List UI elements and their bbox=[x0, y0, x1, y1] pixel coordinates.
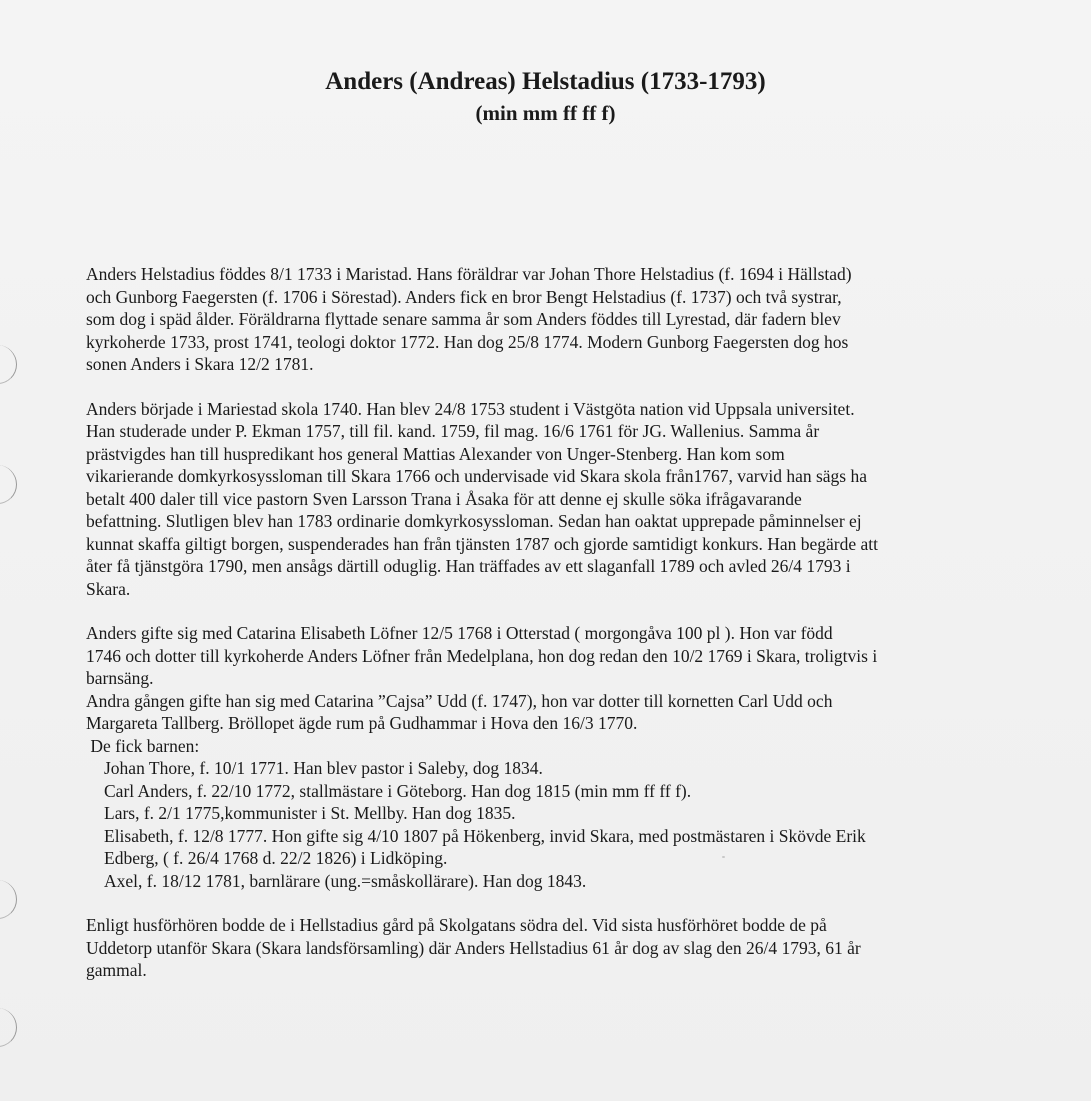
paragraph-career bbox=[86, 398, 1046, 601]
text-line: De fick barnen: bbox=[86, 735, 200, 756]
paragraph-spacer bbox=[86, 892, 1046, 914]
child-entry: Axel, f. 18/12 1781, barnlärare (ung.=småskollärare). Han dog 1843. bbox=[104, 870, 587, 891]
text-line: befattning. Slutligen blev han 1783 ordinarie domkyrkosyssloman. Sedan han oaktat upprepade påminnelser ej bbox=[86, 511, 862, 531]
paragraph-residence bbox=[86, 914, 1046, 982]
text-line: betalt 400 daler till vice pastorn Sven Larsson Trana i Åsaka för att denne ej skulle söka ifrågavarande bbox=[86, 488, 802, 509]
paragraph-spacer bbox=[86, 376, 1046, 398]
text-line: gammal. bbox=[86, 960, 147, 980]
text-line: prästvigdes han till huspredikant hos general Mattias Alexander von Unger-Stenberg. Han kom som bbox=[86, 443, 785, 464]
text-line: kunnat skaffa giltigt borgen, suspenderades han från tjänsten 1787 och gjorde samtidigt konkurs. Han begärde att bbox=[86, 533, 879, 554]
child-entry: Carl Anders, f. 22/10 1772, stallmästare i Göteborg. Han dog 1815 (min mm ff ff f). bbox=[104, 780, 692, 801]
punch-hole bbox=[0, 345, 17, 384]
text-line: Andra gången gifte han sig med Catarina ”Cajsa” Udd (f. 1747), hon var dotter till kornetten Carl Udd och bbox=[86, 690, 833, 711]
text-line: sonen Anders i Skara 12/2 1781. bbox=[86, 354, 314, 374]
text-line: Uddetorp utanför Skara (Skara landsförsamling) där Anders Hellstadius 61 år dog av slag den 26/4 1793, 61 år bbox=[86, 937, 861, 958]
text-line: åter få tjänstgöra 1790, men ansågs därtill oduglig. Han träffades av ett slaganfall 1789 och avled 26/4 1793 i bbox=[86, 556, 851, 576]
text-line: 1746 och dotter till kyrkoherde Anders Löfner från Medelplana, hon dog redan den 10/2 1769 i Skara, troligtvis i bbox=[86, 645, 878, 666]
text-line: Skara. bbox=[86, 578, 131, 599]
paragraph-parents bbox=[86, 263, 1046, 376]
list-item bbox=[104, 870, 1046, 893]
page-title: Anders (Andreas) Helstadius (1733-1793) bbox=[325, 68, 766, 95]
child-entry: Lars, f. 2/1 1775,kommunister i St. Mellby. Han dog 1835. bbox=[104, 803, 516, 823]
list-item bbox=[104, 802, 1046, 825]
text-line: och Gunborg Faegersten (f. 1706 i Sörestad). Anders fick en bror Bengt Helstadius (f. 1737) och två systrar, bbox=[86, 286, 842, 307]
text-line: Enligt husförhören bodde de i Hellstadius gård på Skolgatans södra del. Vid sista husförhöret bodde de på bbox=[86, 915, 827, 935]
page-subtitle: (min mm ff ff f) bbox=[475, 101, 616, 125]
child-entry-continued: Edberg, ( f. 26/4 1768 d. 22/2 1826) i Lidköping. bbox=[104, 848, 448, 868]
children-list bbox=[86, 757, 1046, 892]
text-line: Margareta Tallberg. Bröllopet ägde rum på Gudhammar i Hova den 16/3 1770. bbox=[86, 713, 638, 733]
child-entry: Elisabeth, f. 12/8 1777. Hon gifte sig 4/10 1807 på Hökenberg, invid Skara, med postmästaren i Skövde Erik bbox=[104, 825, 866, 846]
list-item bbox=[104, 757, 1046, 780]
child-entry: Johan Thore, f. 10/1 1771. Han blev pastor i Saleby, dog 1834. bbox=[104, 758, 543, 778]
text-line: kyrkoherde 1733, prost 1741, teologi doktor 1772. Han dog 25/8 1774. Modern Gunborg Faegersten dog hos bbox=[86, 331, 849, 352]
paragraph-marriages bbox=[86, 622, 1046, 757]
list-item bbox=[104, 780, 1046, 803]
text-line: Anders började i Mariestad skola 1740. Han blev 24/8 1753 student i Västgöta nation vid Uppsala universitet. bbox=[86, 398, 855, 419]
list-item bbox=[104, 825, 1046, 870]
text-line: barnsäng. bbox=[86, 668, 154, 688]
text-line: Anders gifte sig med Catarina Elisabeth Löfner 12/5 1768 i Otterstad ( morgongåva 100 pl ). Hon var född bbox=[86, 623, 833, 643]
text-line: Han studerade under P. Ekman 1757, till fil. kand. 1759, fil mag. 16/6 1761 för JG. Wallenius. Samma år bbox=[86, 421, 820, 441]
punch-hole bbox=[0, 1008, 17, 1047]
text-line: vikarierande domkyrkosyssloman till Skara 1766 och undervisade vid Skara skola från1767, varvid han sägs ha bbox=[86, 466, 867, 486]
punch-hole bbox=[0, 880, 17, 919]
paragraph-spacer bbox=[86, 600, 1046, 622]
text-line: Anders Helstadius föddes 8/1 1733 i Maristad. Hans föräldrar var Johan Thore Helstadius (f. 1694 i Hällstad) bbox=[86, 264, 852, 284]
punch-hole bbox=[0, 465, 17, 504]
text-line: som dog i späd ålder. Föräldrarna flyttade senare samma år som Anders föddes till Lyrestad, där fadern blev bbox=[86, 309, 841, 329]
biography-text bbox=[86, 263, 1046, 982]
